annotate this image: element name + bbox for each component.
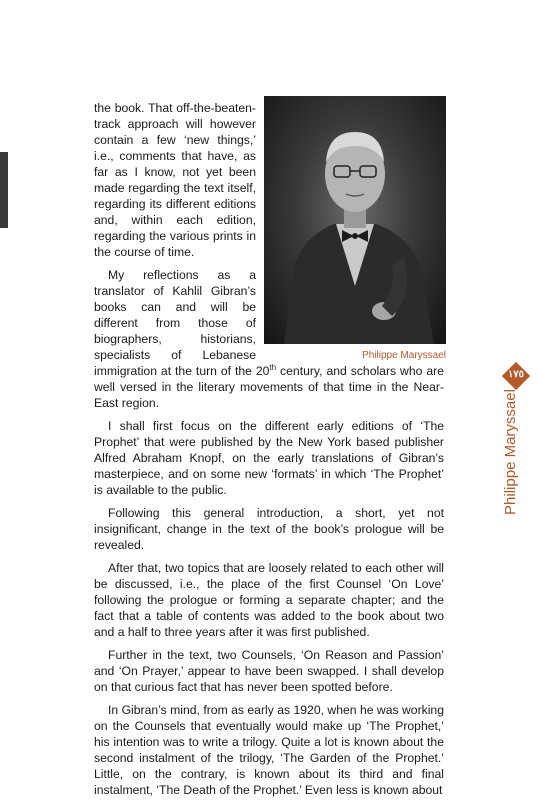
portrait-photo xyxy=(264,96,446,344)
paragraph: Further in the text, two Counsels, ‘On Reason and Passion’ and ‘On Prayer,’ appear to have been swapped. I shall develop on that curious fact that has never been spotted before. xyxy=(94,648,444,694)
superscript: th xyxy=(269,362,277,372)
photo-caption: Philippe Maryssael xyxy=(362,350,446,361)
paragraph: the book. That off-the-beaten-track approach will however contain a few ‘new things,’ i.e., comments that have, as far as I know, not yet been made regarding the text itself, regarding its different editions and, within each edition, regarding the various prints in the course of time. xyxy=(94,101,256,259)
page-number: ١٧٥ xyxy=(507,369,525,380)
paragraph: Following this general introduction, a short, yet not insignificant, change in the text of the book’s prologue will be revealed. xyxy=(94,506,444,552)
paragraph: In Gibran’s mind, from as early as 1920, when he was working on the Counsels that eventually would make up ‘The Prophet,’ his intention was to write a trilogy. Quite a lot is known about the second instalment of the trilogy, ‘The Garden of the Prophet.’ Little, on the contrary, is known about its third and final instalment, ‘The Death of the Prophet.’ Even less is known about xyxy=(94,703,444,797)
portrait-figure xyxy=(264,96,446,362)
running-title: Philippe Maryssael xyxy=(502,389,519,515)
paragraph-text: century, and scholars who are well versed in the literary movements of that time in the Near-East region. xyxy=(94,364,444,410)
body-text xyxy=(94,100,444,805)
paragraph: I shall first focus on the different early editions of ‘The Prophet’ that were published by the New York based publisher Alfred Abraham Knopf, on the early translations of Gibran’s masterpiece, and on some new ‘formats’ in which ‘The Prophet’ is available to the public. xyxy=(94,419,444,497)
paragraph-text: My reflections as a translator of Kahlil Gibran’s books can and will be different from those of biographers, historians, specialists of Lebanese immigration at the turn of the 20 xyxy=(94,268,270,378)
paragraph: After that, two topics that are loosely related to each other will be discussed, i.e., the place of the first Counsel ‘On Love’ following the prologue or forming a separate chapter; and the fact that a table of contents was added to the book about two and a half to three years after it was first published. xyxy=(94,561,444,639)
page-edge-mark xyxy=(0,152,8,228)
portrait-illustration xyxy=(264,96,446,344)
